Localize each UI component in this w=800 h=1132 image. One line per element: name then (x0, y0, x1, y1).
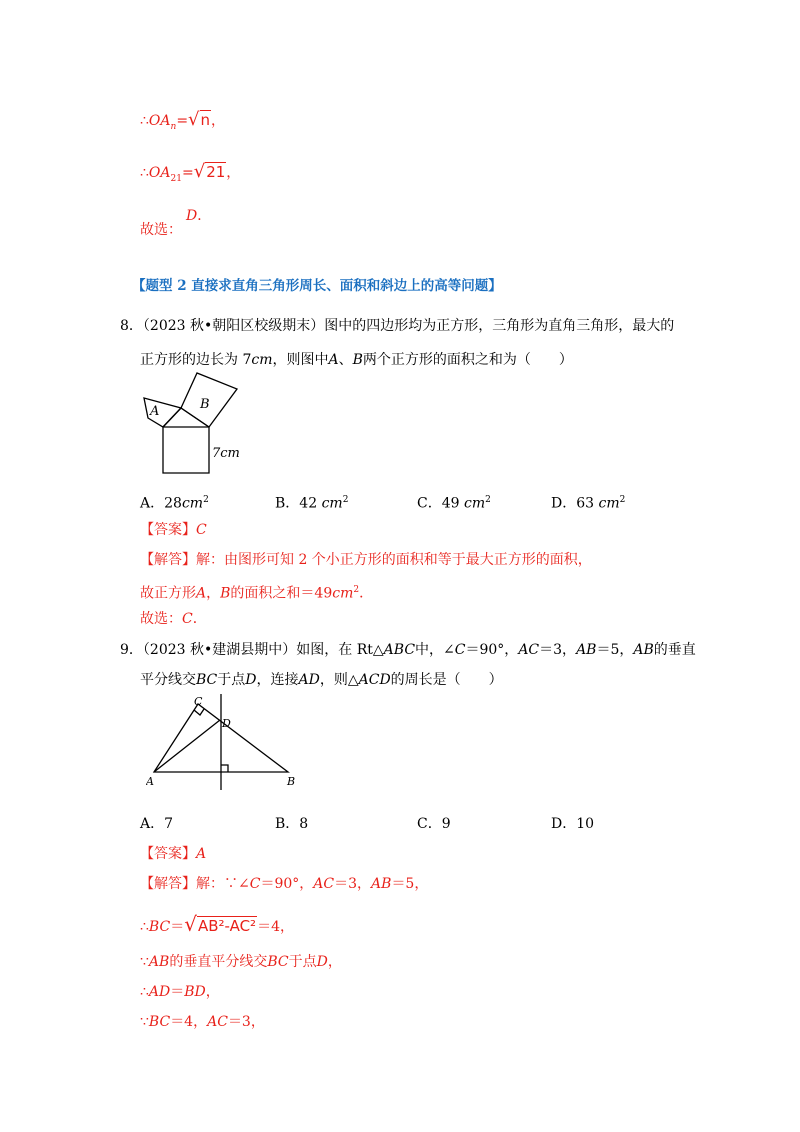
figure-label-a: A (146, 775, 154, 788)
q8-option-b: B．42 $cm^2$ (275, 495, 349, 512)
large-square (163, 427, 209, 473)
figure-label-c: C (194, 695, 203, 708)
right-angle-mark-bisector (221, 765, 228, 772)
q9-triangle-figure (146, 692, 306, 792)
right-angle-mark-c (194, 709, 204, 715)
q8-answer: 【答案】C (140, 522, 207, 538)
figure-label-d: D (222, 717, 231, 730)
q9-option-c: C．9 (417, 816, 451, 832)
q9-answer: 【答案】A (140, 846, 207, 862)
figure-label-b: B (200, 397, 210, 412)
q9-solution-line2: ∴BC＝√AB²-AC²＝4， (140, 912, 294, 936)
q9-solution-line4: ∴AD＝BD， (140, 984, 220, 1000)
q9-option-d: D．10 (551, 816, 595, 832)
sqrt-ab2-ac2: √AB²-AC² (184, 912, 257, 936)
q8-squares-figure (138, 366, 258, 478)
q8-option-c: C．49 $cm^2$ (417, 495, 491, 512)
figure-label-a: A (150, 404, 160, 419)
q8-solution-line2: 故正方形A，B的面积之和$=49cm^2$． (140, 585, 374, 602)
q9-option-a: A．7 (140, 816, 174, 832)
q8-solution-line3: 故选：C． (140, 611, 207, 627)
sqrt-n: √n (188, 109, 211, 130)
solution-line-oa21: $\therefore OA_{21}=√21$， (140, 161, 241, 184)
q9-solution-line3: ∵AB的垂直平分线交BC于点D， (140, 954, 342, 970)
q8-text-line1: 8．（2023 秋•朝阳区校级期末）图中的四边形均为正方形，三角形为直角三角形，最大的 (120, 318, 675, 334)
q8-solution-line1: 【解答】解：由图形可知 2 个小正方形的面积和等于最大正方形的面积， (140, 552, 592, 568)
solution-choice-line: 故选：D． (140, 208, 212, 238)
q9-text-line1: 9．（2023 秋•建湖县期中）如图，在 Rt△ABC中，∠C＝90°，AC＝3，AB＝5，AB的垂直 (120, 642, 696, 658)
section-heading: 【题型 2 直接求直角三角形周长、面积和斜边上的高等问题】 (132, 278, 502, 294)
segment-ad (154, 720, 220, 772)
q8-text-line2: 正方形的边长为 7cm，则图中A、B两个正方形的面积之和为（ ） (140, 352, 573, 368)
q9-text-line2: 平分线交BC于点D，连接AD，则△ACD的周长是（ ） (140, 672, 503, 688)
figure-label-b: B (287, 775, 296, 788)
q8-option-d: D．63 $cm^2$ (551, 495, 626, 512)
q9-solution-line1: 【解答】解：∵∠C＝90°，AC＝3，AB＝5， (140, 876, 429, 892)
solution-line-oan: $\therefore OA_n=√n$， (140, 109, 226, 132)
figure-label-side: 7cm (212, 446, 240, 461)
q9-solution-line5: ∵BC＝4，AC＝3， (140, 1014, 265, 1030)
sqrt-21: √21 (193, 161, 226, 182)
q9-option-b: B．8 (275, 816, 309, 832)
q8-option-a: A．$28cm^2$ (140, 495, 209, 512)
